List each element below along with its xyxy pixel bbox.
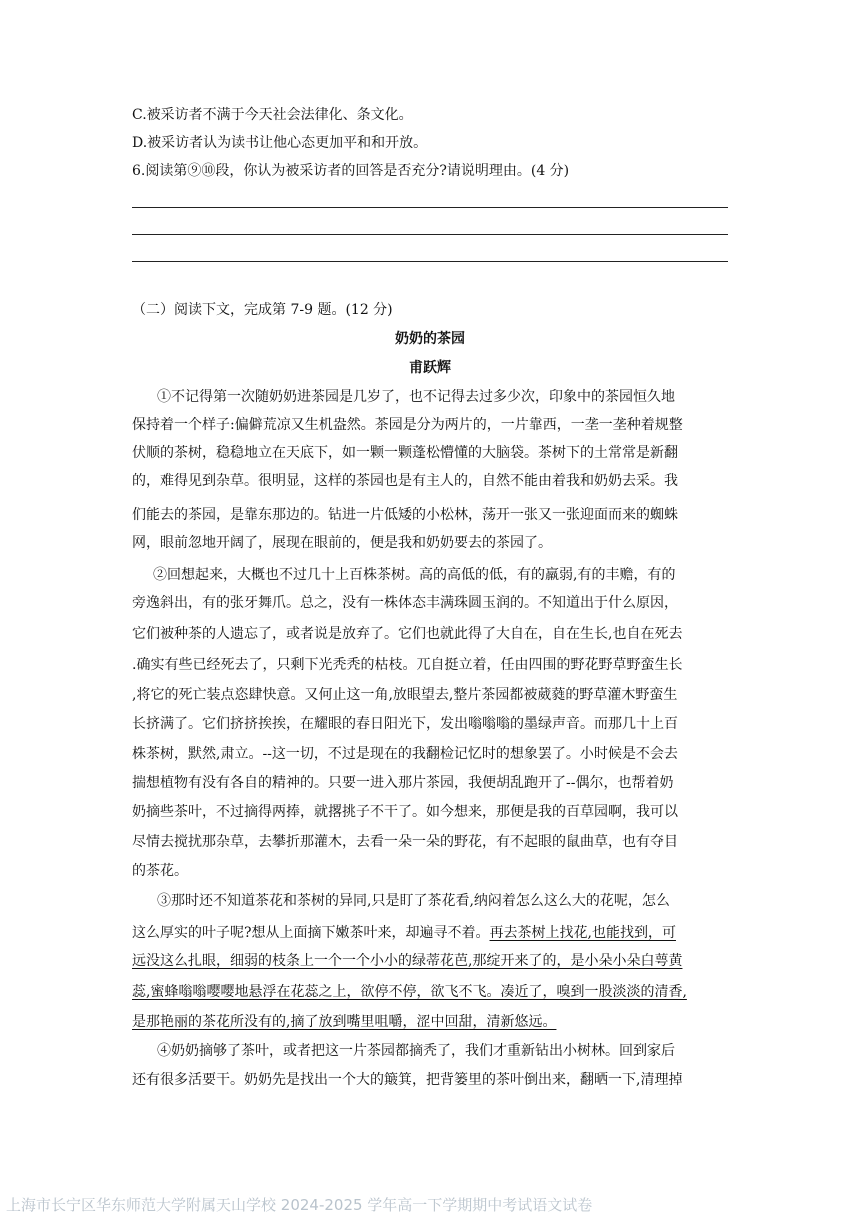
underlined-passage: 再去茶树上找花,也能找到，可 [489,925,676,941]
paragraph-2-line: 尽情去搅扰那杂草，去攀折那灌木，去看一朵一朵的野花，有不起眼的鼠曲草，也有夺目 [132,834,678,850]
paragraph-2-line: 的茶花。 [132,863,188,879]
section-instruction: （二）阅读下文，完成第 7-9 题。(12 分) [132,302,393,318]
paragraph-1-line: ①不记得第一次随奶奶进茶园是几岁了，也不记得去过多少次，印象中的茶园恒久地 [157,389,675,405]
paragraph-3-text: 这么厚实的叶子呢?想从上面摘下嫩茶叶来，却遍寻不着。 [132,925,490,941]
paragraph-2-line: ,将它的死亡装点恣肆快意。又何止这一角,放眼望去,整片茶园都被葳蕤的野草灌木野蛮生 [132,687,678,703]
option-d: D.被采访者认为读书让他心态更加平和和开放。 [132,135,428,151]
underlined-passage: 远没这么扎眼，细弱的枝条上一个一个小小的绿蒂花芭,那绽开来了的，是小朵小朵白萼黄 [132,953,683,969]
paragraph-1-line: 们能去的茶园，是靠东那边的。钻进一片低矮的小松林，荡开一张又一张迎面而来的蜘蛛 [132,507,678,523]
paragraph-4-line: 还有很多活要干。奶奶先是找出一个大的簸箕，把背篓里的茶叶倒出来，翻晒一下,清理掉 [132,1072,683,1088]
paragraph-2-line: 长挤满了。它们挤挤挨挨，在耀眼的春日阳光下，发出嗡嗡嗡的墨绿声音。而那几十上百 [132,716,678,732]
article-author: 甫跃辉 [409,360,451,376]
paragraph-2-line: 奶摘些茶叶，不过摘得两捧，就撂挑子不干了。如今想来，那便是我的百草园啊，我可以 [132,804,678,820]
answer-line-1 [132,207,728,208]
question-6: 6.阅读第⑨⑩段，你认为被采访者的回答是否充分?请说明理由。(4 分) [132,163,570,179]
paragraph-2-line: 旁逸斜出，有的张牙舞爪。总之，没有一株体态丰满珠圆玉润的。不知道出于什么原因， [132,595,678,611]
answer-line-3 [132,261,728,262]
paragraph-2-line: 株茶树，默然,肃立。--这一切，不过是现在的我翻检记忆时的想象罢了。小时候是不会去 [132,746,678,762]
footer-watermark: 上海市长宁区华东师范大学附属天山学校 2024-2025 学年高一下学期期中考试语文试卷 [6,1196,593,1214]
paragraph-3-line: ③那时还不知道茶花和茶树的异同,只是盯了茶花看,纳闷着怎么这么大的花呢，怎么 [157,893,670,909]
option-c: C.被采访者不满于今天社会法律化、条文化。 [132,107,413,123]
answer-line-2 [132,234,728,235]
underlined-passage: 是那艳丽的茶花所没有的,摘了放到嘴里咀嚼，涩中回甜，清新悠远。 [132,1014,557,1030]
paragraph-1-line: 保持着一个样子:偏僻荒凉又生机盎然。茶园是分为两片的，一片靠西，一垄一垄种着规整 [132,417,683,433]
paragraph-1-line: 网，眼前忽地开阔了，展现在眼前的，便是我和奶奶要去的茶园了。 [132,535,552,551]
paragraph-2-line: .确实有些已经死去了，只剩下光秃秃的枯枝。兀自挺立着，任由四围的野花野草野蛮生长 [132,657,683,673]
underlined-passage: 蕊,蜜蜂嗡嗡嘤嘤地悬浮在花蕊之上，欲停不停，欲飞不飞。凑近了，嗅到一股淡淡的清香, [132,984,687,1000]
paragraph-2-line: 它们被种茶的人遗忘了，或者说是放弃了。它们也就此得了大自在，自在生长,也自在死去 [132,626,683,642]
paragraph-1-line: 伏顺的茶树，稳稳地立在天底下，如一颗一颗蓬松懵懂的大脑袋。茶树下的土常常是新翻 [132,445,678,461]
article-title: 奶奶的茶园 [395,331,465,347]
paragraph-3-line [132,925,732,941]
paragraph-2-line: 揣想植物有没有各自的精神的。只要一进入那片茶园，我便胡乱跑开了--偶尔，也帮着奶 [132,775,674,791]
paragraph-1-line: 的，难得见到杂草。很明显，这样的茶园也是有主人的，自然不能由着我和奶奶去采。我 [132,473,678,489]
paragraph-2-line: ②回想起来，大概也不过几十上百株茶树。高的高低的低，有的羸弱,有的丰赡，有的 [153,567,676,583]
paragraph-4-line: ④奶奶摘够了茶叶，或者把这一片茶园都摘秃了，我们才重新钻出小树林。回到家后 [157,1043,675,1059]
